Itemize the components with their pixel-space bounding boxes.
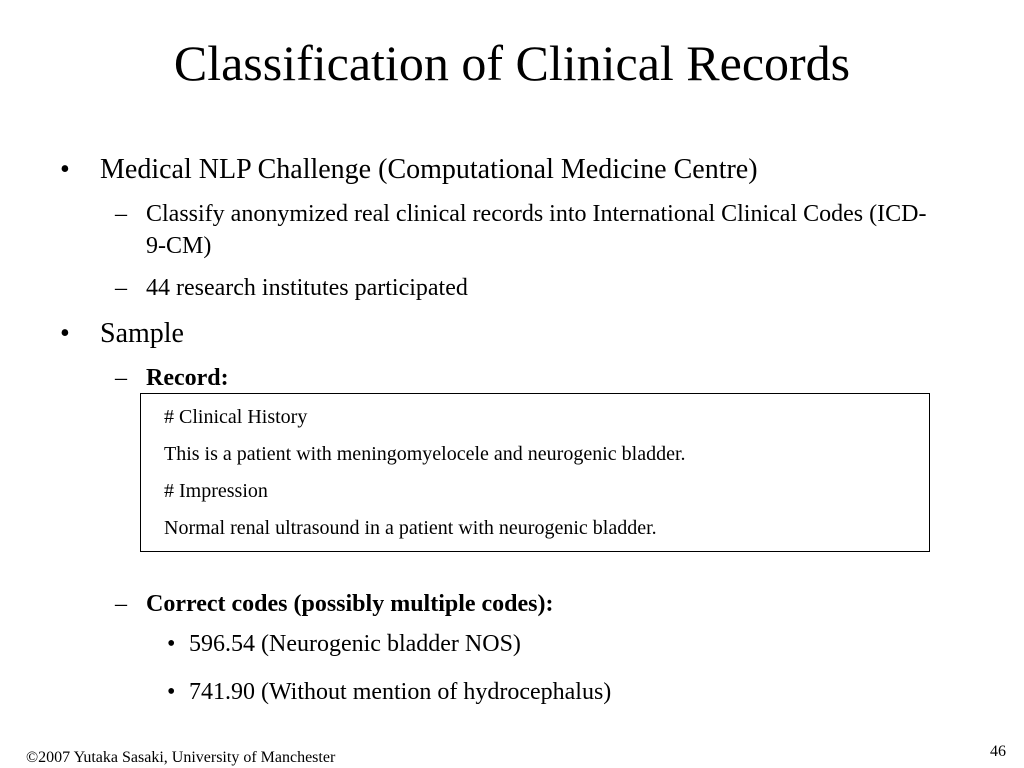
dash-marker: – [115,365,127,391]
codes-label: Correct codes (possibly multiple codes): [146,591,554,617]
bullet-item [60,153,758,187]
code-text: 596.54 (Neurogenic bladder NOS) [189,631,521,657]
sub-bullet-item [115,272,936,304]
bullet-marker: • [167,679,176,705]
footer-copyright: ©2007 Yutaka Sasaki, University of Manchester [26,749,336,766]
bullet-text: Sample [100,318,184,349]
dash-marker: – [115,275,127,301]
record-line: # Impression [164,480,268,502]
record-line: Normal renal ultrasound in a patient with neurogenic bladder. [164,517,657,539]
dash-marker: – [115,201,127,227]
bullet-marker: • [60,318,70,349]
sub-bullet-item [115,588,936,620]
code-item [167,629,521,659]
code-text: 741.90 (Without mention of hydrocephalus) [189,679,612,705]
code-item [167,677,612,707]
bullet-text: Medical NLP Challenge (Computational Medicine Centre) [100,154,758,185]
sub-bullet-item [115,198,936,262]
page-number: 46 [990,743,1006,760]
record-line: # Clinical History [164,406,308,428]
record-label: Record: [146,365,229,391]
record-box [140,393,930,552]
bullet-marker: • [167,631,176,657]
dash-marker: – [115,591,127,617]
sub-bullet-text: Classify anonymized real clinical records into International Clinical Codes (ICD-9-CM) [146,201,927,259]
sub-bullet-item [115,362,936,394]
slide-title: Classification of Clinical Records [173,35,851,91]
record-line: This is a patient with meningomyelocele and neurogenic bladder. [164,443,686,465]
bullet-item [60,317,184,351]
sub-bullet-text: 44 research institutes participated [146,275,468,301]
bullet-marker: • [60,154,70,185]
